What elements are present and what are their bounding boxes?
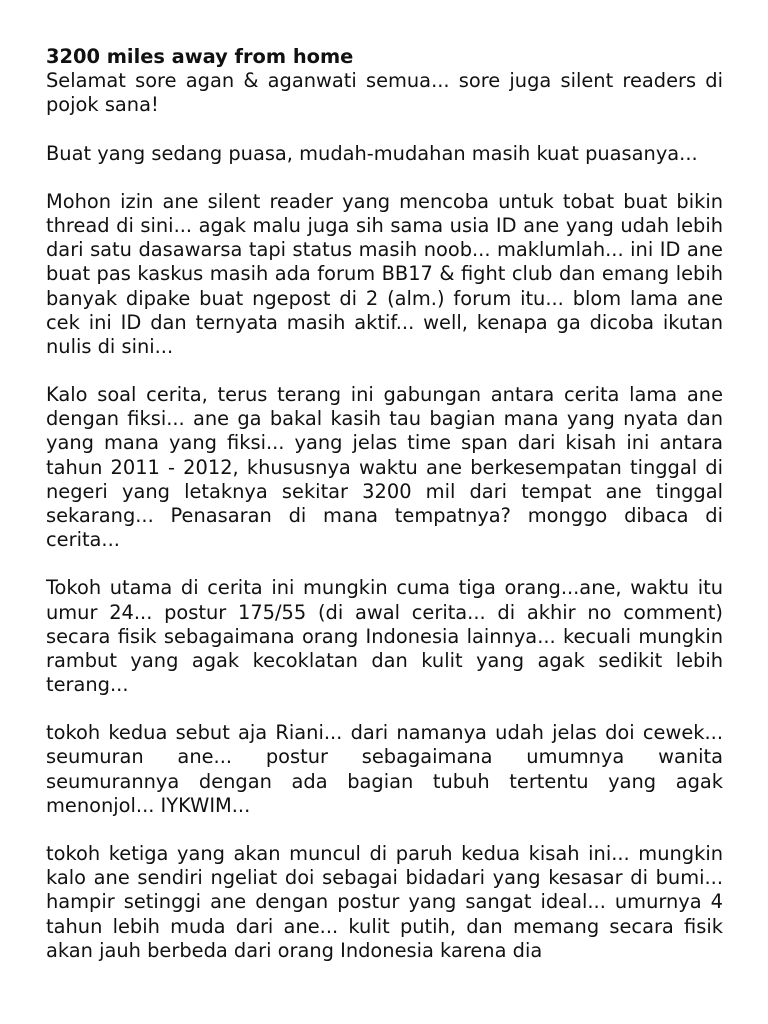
paragraph-fasting: Buat yang sedang puasa, mudah-mudahan masih kuat puasanya... [46,141,698,165]
paragraph-story-background: Kalo soal cerita, terus terang ini gabungan antara cerita lama ane dengan fiksi... ane ga bakal kasih tau bagian mana yang nyata dan yang mana yang fiksi... yang jelas time span dari kisah ini antara tahun 2011 - 2012, khususnya waktu ane berkesempatan tinggal di negeri yang letaknya sekitar 3200 mil dari tempat ane tinggal sekarang... Penasaran di mana tempatnya? monggo dibaca di cerita... [46,383,723,552]
paragraph-second-character: tokoh kedua sebut aja Riani... dari namanya udah jelas doi cewek... seumuran ane... postur sebagaimana umumnya wanita seumurannya dengan ada bagian tubuh tertentu yang agak menonjol... IYKWIM... [46,721,723,817]
paragraph-third-character: tokoh ketiga yang akan muncul di paruh kedua kisah ini... mungkin kalo ane sendiri ngeliat doi sebagai bidadari yang kesasar di bumi... hampir setinggi ane dengan postur yang sangat ideal... umurnya 4 tahun lebih muda dari ane... kulit putih, dan memang secara fisik akan jauh berbeda dari orang Indonesia karena dia [46,842,723,962]
paragraph-introduction: Mohon izin ane silent reader yang mencoba untuk tobat buat bikin thread di sini... agak malu juga sih sama usia ID ane yang udah lebih dari satu dasawarsa tapi status masih noob... maklumlah... ini ID ane buat pas kaskus masih ada forum BB17 & fight club dan emang lebih banyak dipake buat ngepost di 2 (alm.) forum itu... blom lama ane cek ini ID dan ternyata masih aktif... well, kenapa ga dicoba ikutan nulis di sini... [46,189,723,358]
paragraph-greeting: Selamat sore agan & aganwati semua... sore juga silent readers di pojok sana! [46,69,723,117]
document-title: 3200 miles away from home [46,45,354,68]
paragraph-main-character: Tokoh utama di cerita ini mungkin cuma tiga orang...ane, waktu itu umur 24... postur 175/55 (di awal cerita... di akhir no comment) secara fisik sebagaimana orang Indonesia lainnya... kecuali mungkin rambut yang agak kecoklatan dan kulit yang agak sedikit lebih terang... [46,576,723,696]
document-page [46,45,723,963]
